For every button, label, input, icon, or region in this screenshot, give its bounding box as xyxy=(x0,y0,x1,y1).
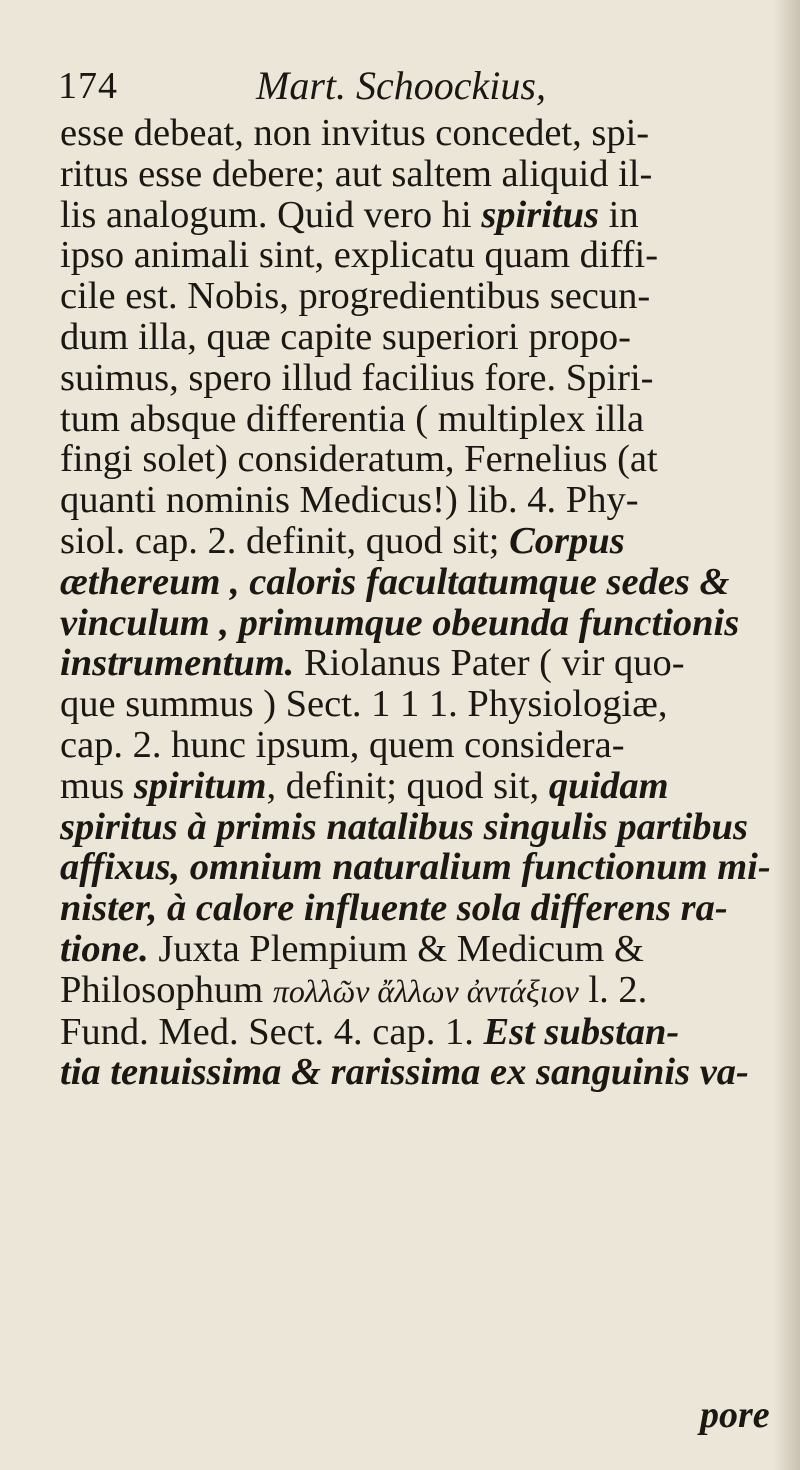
text-line xyxy=(60,358,782,399)
text-line xyxy=(60,970,782,1012)
text-line xyxy=(60,521,782,562)
text-run: mus xyxy=(60,764,134,807)
running-head: Mart. Schoockius, xyxy=(256,63,546,108)
text-line xyxy=(60,888,782,929)
text-run: l. 2. xyxy=(578,968,648,1011)
italic-text: æthereum , caloris facultatumque sedes & xyxy=(60,560,730,603)
text-line xyxy=(60,113,782,154)
text-run: quanti nominis Medicus!) lib. 4. Phy- xyxy=(60,479,639,522)
italic-text: nister, à calore influente sola differens ra- xyxy=(60,887,728,930)
text-run: siol. cap. 2. definit, quod sit; xyxy=(60,519,510,562)
catchword: pore xyxy=(700,1394,770,1436)
text-line xyxy=(60,766,782,807)
text-line xyxy=(60,603,782,644)
italic-text: tione. xyxy=(60,927,149,970)
italic-text: tia tenuissima & rarissima ex sanguinis va- xyxy=(60,1051,749,1094)
text-run: ipso animali sint, explicatu quam diffi- xyxy=(60,234,659,277)
text-run: Fund. Med. Sect. 4. cap. 1. xyxy=(60,1010,484,1053)
text-run: Juxta Plempium & Medicum & xyxy=(148,927,644,970)
text-run: tum absque differentia ( multiplex illa xyxy=(60,397,645,440)
italic-text: affixus, omnium naturalium functionum mi- xyxy=(60,846,771,889)
text-line xyxy=(60,195,782,236)
text-run: esse debeat, non invitus concedet, spi- xyxy=(60,112,650,154)
italic-text: Corpus xyxy=(509,519,625,562)
text-line xyxy=(60,684,782,725)
text-run: Riolanus Pater ( vir quo- xyxy=(294,642,685,685)
text-line xyxy=(60,1012,782,1053)
text-line xyxy=(60,562,782,603)
text-line xyxy=(60,929,782,970)
italic-text: spiritus à primis natalibus singulis partibus xyxy=(60,805,748,848)
italic-text: vinculum , primumque obeunda functionis xyxy=(60,601,740,644)
text-line xyxy=(60,276,782,317)
text-run: in xyxy=(599,193,639,236)
text-run: cile est. Nobis, progredientibus secun- xyxy=(60,275,651,318)
text-line xyxy=(60,317,782,358)
text-line xyxy=(60,1052,782,1093)
text-run: cap. 2. hunc ipsum, quem considera- xyxy=(60,723,625,766)
italic-text: spiritum xyxy=(133,764,267,807)
text-line xyxy=(60,439,782,480)
text-line xyxy=(60,847,782,888)
text-line xyxy=(60,154,782,195)
page-header xyxy=(58,60,758,110)
text-run: fingi solet) consideratum, Fernelius (at xyxy=(60,438,658,481)
text-line xyxy=(60,235,782,276)
text-line xyxy=(60,480,782,521)
text-line xyxy=(60,725,782,766)
italic-text: quidam xyxy=(548,764,669,807)
italic-text: instrumentum. xyxy=(60,642,295,685)
text-run: , definit; quod sit, xyxy=(266,764,549,807)
text-line xyxy=(60,643,782,684)
italic-text: spiritus xyxy=(481,193,600,236)
text-run: Philosophum xyxy=(60,968,273,1011)
body-text xyxy=(60,113,782,1093)
text-run: suimus, spero illud facilius fore. Spiri- xyxy=(60,356,654,399)
text-line xyxy=(60,399,782,440)
italic-text: Est substan- xyxy=(483,1010,680,1053)
text-line xyxy=(60,807,782,848)
text-run: que summus ) Sect. 1 1 1. Physiologiæ, xyxy=(60,683,668,726)
page-number: 174 xyxy=(58,65,118,107)
text-run: dum illa, quæ capite superiori propo- xyxy=(60,315,631,358)
greek-text: πολλῶν ἄλλων ἀντάξιον xyxy=(272,972,579,1009)
text-run: lis analogum. Quid vero hi xyxy=(60,193,482,236)
text-run: ritus esse debere; aut saltem aliquid il- xyxy=(60,152,653,195)
